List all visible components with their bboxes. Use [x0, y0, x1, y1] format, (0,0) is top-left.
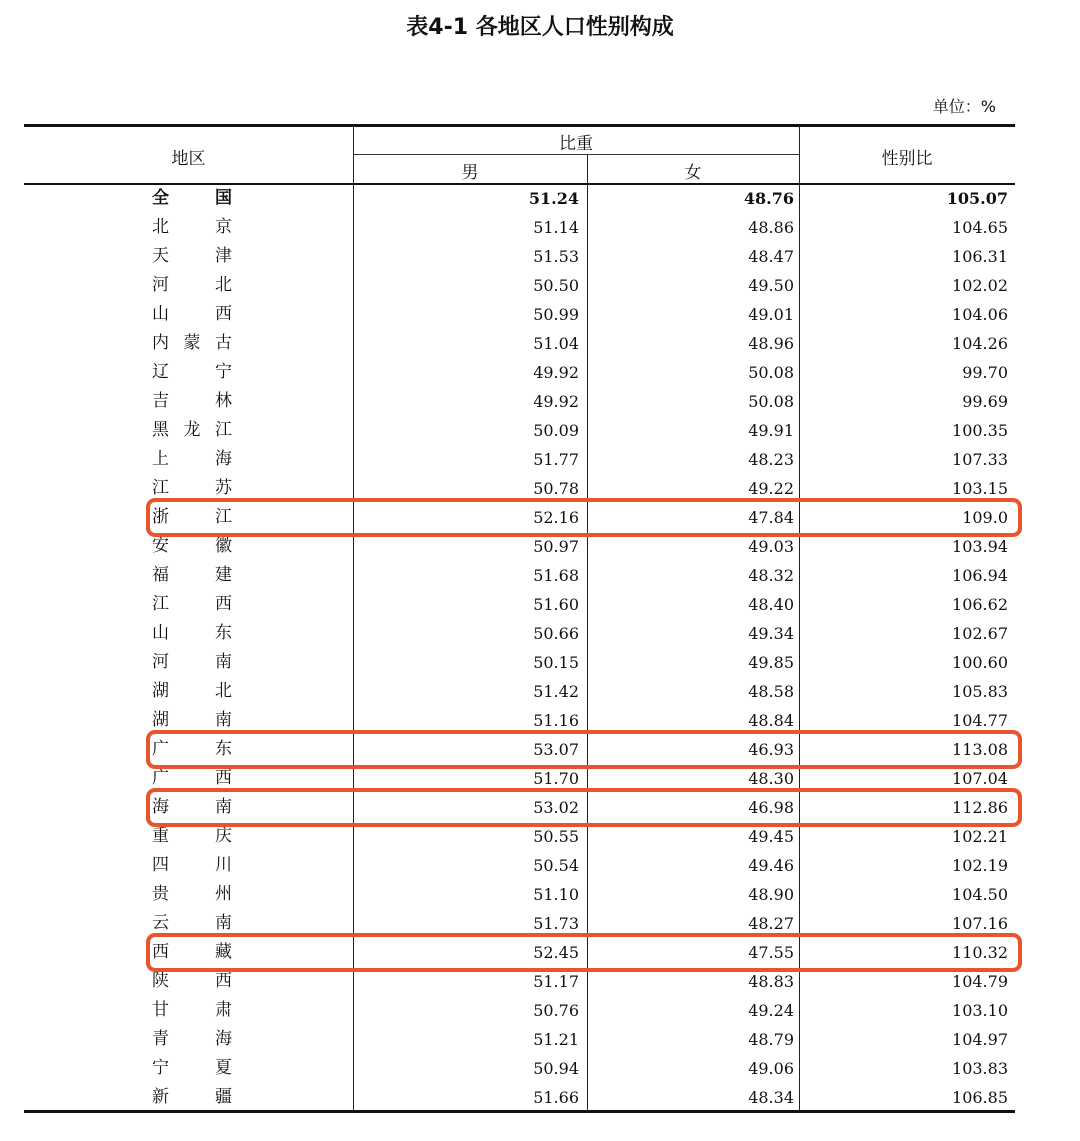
sex-ratio-cell: 100.35 [952, 421, 1008, 440]
sex-ratio-cell: 107.16 [952, 914, 1008, 933]
female-share-cell: 48.47 [748, 247, 794, 266]
male-share-cell: 50.54 [533, 856, 579, 875]
female-share-cell: 46.93 [748, 740, 794, 759]
female-share-cell: 48.83 [748, 972, 794, 991]
male-share-cell: 51.53 [533, 247, 579, 266]
female-share-cell: 49.01 [748, 305, 794, 324]
unit-label: 单位：% [932, 97, 996, 116]
region-cell: 宁 夏 [152, 1058, 232, 1078]
header-sex-ratio: 性别比 [881, 149, 933, 169]
region-cell: 贵 州 [152, 884, 232, 904]
table-row [24, 1083, 1015, 1112]
sex-ratio-cell: 102.21 [952, 827, 1008, 846]
table-row [24, 1025, 1015, 1054]
sex-ratio-cell: 104.50 [952, 885, 1008, 904]
sex-ratio-cell: 112.86 [952, 798, 1008, 817]
region-cell: 上 海 [152, 449, 232, 469]
region-cell: 山 东 [152, 623, 232, 643]
region-cell: 重 庆 [152, 826, 232, 846]
male-share-cell: 51.73 [533, 914, 579, 933]
region-cell: 北 京 [152, 217, 232, 237]
region-cell: 云 南 [152, 913, 232, 933]
sex-ratio-cell: 104.79 [952, 972, 1008, 991]
sex-ratio-cell: 105.07 [946, 189, 1008, 208]
highlight-box [146, 788, 1022, 827]
female-share-cell: 49.85 [748, 653, 794, 672]
female-share-cell: 48.40 [748, 595, 794, 614]
region-cell: 全 国 [152, 188, 232, 208]
female-share-cell: 48.86 [748, 218, 794, 237]
region-cell: 江 西 [152, 594, 232, 614]
female-share-cell: 48.30 [748, 769, 794, 788]
male-share-cell: 50.55 [533, 827, 579, 846]
male-share-cell: 52.16 [533, 508, 579, 527]
table-title: 表4-1 各地区人口性别构成 [406, 15, 674, 40]
sex-ratio-cell: 102.19 [952, 856, 1008, 875]
female-share-cell: 49.45 [748, 827, 794, 846]
male-share-cell: 51.77 [533, 450, 579, 469]
region-cell: 广 西 [152, 768, 232, 788]
female-share-cell: 46.98 [748, 798, 794, 817]
table-row [24, 590, 1015, 619]
region-cell: 浙 江 [152, 507, 232, 527]
male-share-cell: 50.76 [533, 1001, 579, 1020]
female-share-cell: 48.96 [748, 334, 794, 353]
female-share-cell: 48.84 [748, 711, 794, 730]
male-share-cell: 49.92 [533, 392, 579, 411]
female-share-cell: 49.91 [748, 421, 794, 440]
sex-ratio-cell: 106.94 [952, 566, 1008, 585]
male-share-cell: 50.97 [533, 537, 579, 556]
region-cell: 天 津 [152, 246, 232, 266]
female-share-cell: 50.08 [748, 392, 794, 411]
sex-ratio-cell: 106.31 [952, 247, 1008, 266]
region-cell: 湖 北 [152, 681, 232, 701]
female-share-cell: 48.76 [743, 189, 794, 208]
sex-ratio-cell: 104.26 [952, 334, 1008, 353]
male-share-cell: 51.21 [533, 1030, 579, 1049]
male-share-cell: 52.45 [533, 943, 579, 962]
female-share-cell: 48.90 [748, 885, 794, 904]
female-share-cell: 49.03 [748, 537, 794, 556]
sex-ratio-cell: 105.83 [952, 682, 1008, 701]
female-share-cell: 49.22 [748, 479, 794, 498]
male-share-cell: 50.99 [533, 305, 579, 324]
male-share-cell: 53.07 [533, 740, 579, 759]
male-share-cell: 51.42 [533, 682, 579, 701]
male-share-cell: 51.66 [533, 1088, 579, 1107]
region-cell: 辽 宁 [152, 362, 232, 382]
male-share-cell: 50.78 [533, 479, 579, 498]
table-row [24, 387, 1015, 416]
female-share-cell: 49.24 [748, 1001, 794, 1020]
table-row [24, 329, 1015, 358]
sex-ratio-cell: 100.60 [952, 653, 1008, 672]
sex-ratio-cell: 99.69 [962, 392, 1008, 411]
region-cell: 河 北 [152, 275, 232, 295]
female-share-cell: 50.08 [748, 363, 794, 382]
female-share-cell: 48.27 [748, 914, 794, 933]
region-cell: 新 疆 [152, 1087, 232, 1107]
region-cell: 安 徽 [152, 536, 232, 556]
region-cell: 陕 西 [152, 971, 232, 991]
male-share-cell: 49.92 [533, 363, 579, 382]
sex-ratio-cell: 113.08 [952, 740, 1008, 759]
table-row [24, 213, 1015, 242]
header-mid-rule [353, 154, 799, 155]
sex-ratio-cell: 103.10 [952, 1001, 1008, 1020]
region-cell: 海 南 [152, 797, 232, 817]
region-cell: 福 建 [152, 565, 232, 585]
table-row [24, 561, 1015, 590]
sex-ratio-cell: 106.62 [952, 595, 1008, 614]
region-cell: 西 藏 [152, 942, 232, 962]
male-share-cell: 51.60 [533, 595, 579, 614]
highlight-box [146, 933, 1022, 972]
male-share-cell: 51.17 [533, 972, 579, 991]
highlight-box [146, 498, 1022, 537]
male-share-cell: 51.14 [533, 218, 579, 237]
region-cell: 河 南 [152, 652, 232, 672]
sex-ratio-cell: 102.67 [952, 624, 1008, 643]
region-cell: 四 川 [152, 855, 232, 875]
table-row [24, 271, 1015, 300]
sex-ratio-cell: 99.70 [962, 363, 1008, 382]
table-row [24, 619, 1015, 648]
sex-ratio-cell: 103.94 [952, 537, 1008, 556]
sex-ratio-cell: 103.15 [952, 479, 1008, 498]
sex-ratio-cell: 103.83 [952, 1059, 1008, 1078]
region-cell: 湖 南 [152, 710, 232, 730]
female-share-cell: 49.46 [748, 856, 794, 875]
population-sex-table [24, 124, 1015, 1114]
male-share-cell: 50.66 [533, 624, 579, 643]
table-row [24, 300, 1015, 329]
sex-ratio-cell: 109.0 [962, 508, 1008, 527]
region-cell: 黑龙江 [152, 420, 232, 440]
female-share-cell: 47.84 [748, 508, 794, 527]
region-cell: 山 西 [152, 304, 232, 324]
table-row [24, 677, 1015, 706]
table-row [24, 184, 1015, 213]
female-share-cell: 48.23 [748, 450, 794, 469]
table-row [24, 358, 1015, 387]
table-row [24, 880, 1015, 909]
female-share-cell: 48.34 [748, 1088, 794, 1107]
male-share-cell: 51.24 [528, 189, 579, 208]
header-region: 地区 [171, 149, 206, 169]
highlight-box [146, 730, 1022, 769]
table-row [24, 648, 1015, 677]
male-share-cell: 50.94 [533, 1059, 579, 1078]
sex-ratio-cell: 104.97 [952, 1030, 1008, 1049]
sex-ratio-cell: 107.04 [952, 769, 1008, 788]
male-share-cell: 51.10 [533, 885, 579, 904]
region-cell: 广 东 [152, 739, 232, 759]
male-share-cell: 53.02 [533, 798, 579, 817]
sex-ratio-cell: 104.65 [952, 218, 1008, 237]
male-share-cell: 51.68 [533, 566, 579, 585]
male-share-cell: 50.50 [533, 276, 579, 295]
sex-ratio-cell: 110.32 [952, 943, 1008, 962]
sex-ratio-cell: 104.77 [952, 711, 1008, 730]
header-share: 比重 [559, 134, 593, 154]
table-row [24, 445, 1015, 474]
region-cell: 青 海 [152, 1029, 232, 1049]
header-female: 女 [684, 163, 702, 183]
region-cell: 吉 林 [152, 391, 232, 411]
table-row [24, 416, 1015, 445]
sex-ratio-cell: 106.85 [952, 1088, 1008, 1107]
female-share-cell: 48.58 [748, 682, 794, 701]
top-rule [24, 124, 1015, 127]
region-cell: 甘 肃 [152, 1000, 232, 1020]
sex-ratio-cell: 104.06 [952, 305, 1008, 324]
sex-ratio-cell: 102.02 [952, 276, 1008, 295]
male-share-cell: 51.04 [533, 334, 579, 353]
male-share-cell: 51.16 [533, 711, 579, 730]
region-cell: 江 苏 [152, 478, 232, 498]
female-share-cell: 48.32 [748, 566, 794, 585]
sex-ratio-cell: 107.33 [952, 450, 1008, 469]
female-share-cell: 48.79 [748, 1030, 794, 1049]
table-row [24, 851, 1015, 880]
table-row [24, 1054, 1015, 1083]
table-row [24, 996, 1015, 1025]
female-share-cell: 49.06 [748, 1059, 794, 1078]
region-cell: 内蒙古 [152, 333, 232, 353]
male-share-cell: 51.70 [533, 769, 579, 788]
female-share-cell: 49.50 [748, 276, 794, 295]
female-share-cell: 49.34 [748, 624, 794, 643]
male-share-cell: 50.09 [533, 421, 579, 440]
female-share-cell: 47.55 [748, 943, 794, 962]
table-row [24, 242, 1015, 271]
header-male: 男 [461, 163, 479, 183]
male-share-cell: 50.15 [533, 653, 579, 672]
